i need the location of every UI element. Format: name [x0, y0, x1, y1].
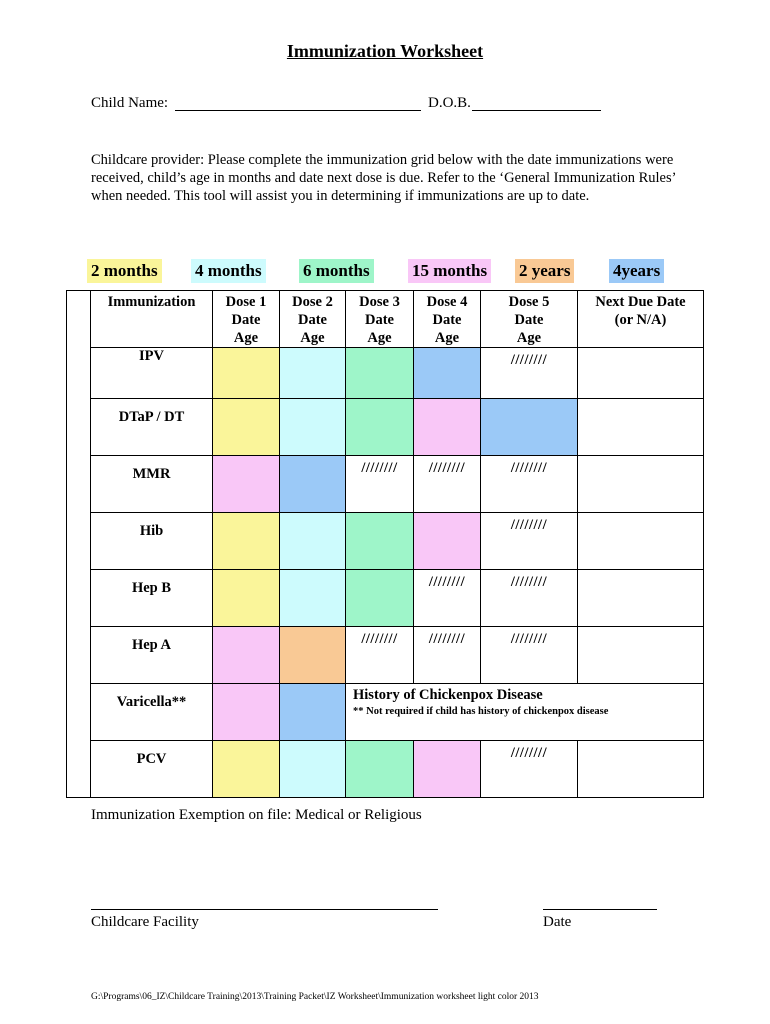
- hepa-dose-4-na: ////////: [414, 627, 481, 684]
- pcv-dose-5-na: ////////: [481, 741, 578, 798]
- hepb-dose-4-na: ////////: [414, 570, 481, 627]
- date-signature-line[interactable]: [543, 909, 657, 910]
- row-label-hepa: Hep A: [91, 627, 213, 684]
- hib-dose-2[interactable]: [280, 513, 346, 570]
- ipv-dose-5-na: ////////: [481, 348, 578, 399]
- pcv-dose-1[interactable]: [213, 741, 280, 798]
- hepa-next-due[interactable]: [578, 627, 704, 684]
- row-label-dtap: DTaP / DT: [91, 399, 213, 456]
- immunization-grid: [66, 290, 704, 798]
- dtap-next-due[interactable]: [578, 399, 704, 456]
- ipv-dose-2[interactable]: [280, 348, 346, 399]
- table-row: [67, 570, 704, 627]
- dtap-dose-1[interactable]: [213, 399, 280, 456]
- hepb-dose-3[interactable]: [346, 570, 414, 627]
- header-next-due: Next Due Date (or N/A): [578, 291, 704, 348]
- childcare-facility-label: Childcare Facility: [91, 914, 199, 930]
- table-row: [67, 684, 704, 741]
- mmr-dose-4-na: ////////: [414, 456, 481, 513]
- dob-field[interactable]: [472, 110, 601, 111]
- varicella-history-note: [346, 684, 704, 741]
- child-name-field[interactable]: [175, 110, 421, 111]
- date-label: Date: [543, 914, 572, 930]
- facility-signature-line[interactable]: [91, 909, 438, 910]
- ipv-dose-4[interactable]: [414, 348, 481, 399]
- dob-label: D.O.B.: [428, 95, 471, 111]
- hepa-dose-2[interactable]: [280, 627, 346, 684]
- footer-file-path: G:\Programs\06_IZ\Childcare Training\2013\Training Packet\IZ Worksheet\Immunization worksheet light color 2013: [91, 992, 539, 1002]
- header-dose-4: Dose 4 Date Age: [414, 291, 481, 348]
- legend-2-years: 2 years: [515, 259, 574, 283]
- dtap-dose-4[interactable]: [414, 399, 481, 456]
- varicella-dose-1[interactable]: [213, 684, 280, 741]
- row-label-hib: Hib: [91, 513, 213, 570]
- exemption-text: Immunization Exemption on file: Medical or Religious: [91, 807, 422, 823]
- table-row: [67, 513, 704, 570]
- hib-dose-5-na: ////////: [481, 513, 578, 570]
- pcv-dose-2[interactable]: [280, 741, 346, 798]
- header-dose-5: Dose 5 Date Age: [481, 291, 578, 348]
- pcv-dose-3[interactable]: [346, 741, 414, 798]
- legend-4-months: 4 months: [191, 259, 266, 283]
- instructions-paragraph: Childcare provider: Please complete the immunization grid below with the date immunizations were received, child’s age in months and date next dose is due. Refer to the ‘General Immunization Rules’ when needed. This tool will assist you in determining if immunizations are up to date.: [91, 152, 676, 204]
- legend-4-years: 4years: [609, 259, 664, 283]
- row-label-varicella: Varicella**: [91, 684, 213, 741]
- header-row: [67, 291, 704, 348]
- header-dose-1: Dose 1 Date Age: [213, 291, 280, 348]
- varicella-dose-2[interactable]: [280, 684, 346, 741]
- pcv-dose-4[interactable]: [414, 741, 481, 798]
- row-label-hepb: Hep B: [91, 570, 213, 627]
- table-row: [67, 399, 704, 456]
- pcv-next-due[interactable]: [578, 741, 704, 798]
- row-label-mmr: MMR: [91, 456, 213, 513]
- legend-15-months: 15 months: [408, 259, 491, 283]
- dtap-dose-3[interactable]: [346, 399, 414, 456]
- dtap-dose-5[interactable]: [481, 399, 578, 456]
- hib-dose-3[interactable]: [346, 513, 414, 570]
- dtap-dose-2[interactable]: [280, 399, 346, 456]
- ipv-dose-3[interactable]: [346, 348, 414, 399]
- legend-6-months: 6 months: [299, 259, 374, 283]
- table-row: [67, 456, 704, 513]
- hepb-next-due[interactable]: [578, 570, 704, 627]
- hib-next-due[interactable]: [578, 513, 704, 570]
- mmr-dose-3-na: ////////: [346, 456, 414, 513]
- hepa-dose-1[interactable]: [213, 627, 280, 684]
- table-row: [67, 741, 704, 798]
- row-label-ipv: IPV: [91, 348, 213, 399]
- header-dose-3: Dose 3 Date Age: [346, 291, 414, 348]
- left-margin-column: [67, 291, 91, 798]
- varicella-note-sub: ** Not required if child has history of chickenpox disease: [353, 706, 609, 717]
- mmr-next-due[interactable]: [578, 456, 704, 513]
- mmr-dose-1[interactable]: [213, 456, 280, 513]
- hepb-dose-2[interactable]: [280, 570, 346, 627]
- ipv-next-due[interactable]: [578, 348, 704, 399]
- hib-dose-1[interactable]: [213, 513, 280, 570]
- row-label-pcv: PCV: [91, 741, 213, 798]
- mmr-dose-5-na: ////////: [481, 456, 578, 513]
- header-dose-2: Dose 2 Date Age: [280, 291, 346, 348]
- child-name-label: Child Name:: [91, 95, 169, 111]
- hepa-dose-3-na: ////////: [346, 627, 414, 684]
- table-row: [67, 348, 704, 399]
- page-title: Immunization Worksheet: [286, 41, 484, 61]
- hepb-dose-1[interactable]: [213, 570, 280, 627]
- varicella-note-title: History of Chickenpox Disease: [353, 687, 543, 703]
- ipv-dose-1[interactable]: [213, 348, 280, 399]
- legend-2-months: 2 months: [87, 259, 162, 283]
- header-immunization: Immunization: [91, 291, 213, 348]
- table-row: [67, 627, 704, 684]
- hepa-dose-5-na: ////////: [481, 627, 578, 684]
- hib-dose-4[interactable]: [414, 513, 481, 570]
- hepb-dose-5-na: ////////: [481, 570, 578, 627]
- mmr-dose-2[interactable]: [280, 456, 346, 513]
